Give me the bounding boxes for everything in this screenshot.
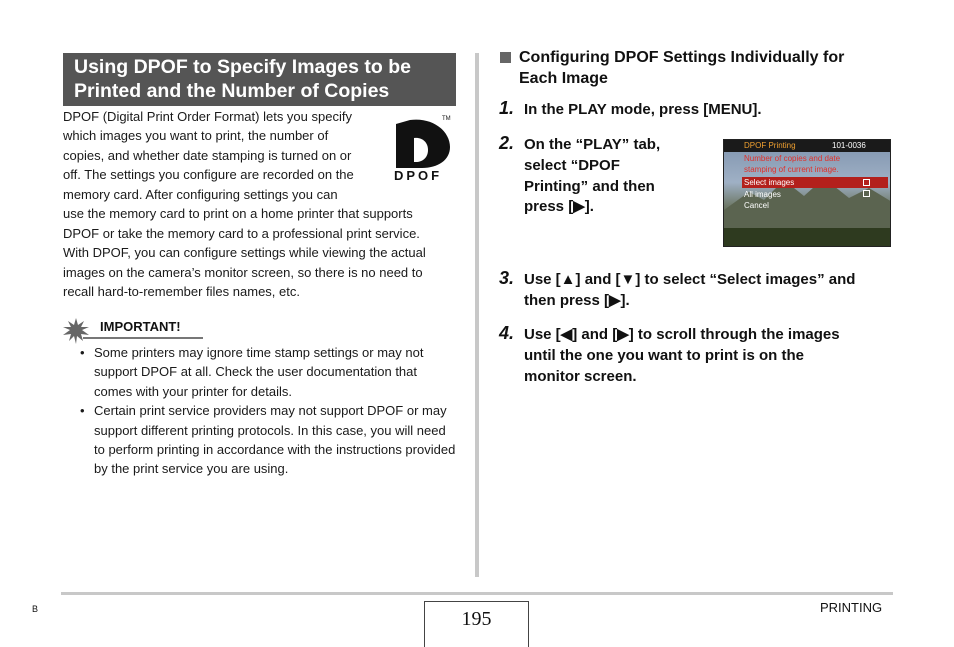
- screen-description: [744, 153, 840, 175]
- important-bullets: [78, 343, 458, 479]
- step-line: press [▶].: [524, 198, 594, 216]
- menu-item-all-images[interactable]: All images: [744, 189, 781, 199]
- screen-menu: [744, 177, 794, 212]
- step-text: [524, 270, 904, 312]
- step-line: Use [◀] and [▶] to scroll through the images: [524, 326, 840, 343]
- starburst-icon: [63, 318, 89, 344]
- intro-paragraph-bottom: [63, 185, 463, 301]
- step-number: 2.: [499, 133, 515, 153]
- intro-line: off. The settings you configure are recorded on the: [63, 167, 354, 183]
- step-line: monitor screen.: [524, 367, 637, 385]
- step-text: [524, 135, 714, 218]
- menu-item-select-images[interactable]: Select images: [744, 178, 795, 187]
- menu-item-cancel[interactable]: Cancel: [744, 201, 769, 210]
- step-line: then press [▶].: [524, 291, 630, 309]
- step-line: In the PLAY mode, press [MENU].: [524, 101, 762, 118]
- step-number: 3.: [499, 268, 515, 288]
- submenu-arrow-icon: [863, 179, 870, 186]
- square-bullet-icon: [500, 52, 511, 63]
- step-line: Printing” and then: [524, 177, 655, 195]
- list-item: • Certain print service providers may not support DPOF or may support different printing protocols. In this case, you will need to perform printing in accordance with the instructions provided by the print service you are using.: [78, 401, 458, 479]
- footer-mark: B: [32, 604, 39, 614]
- heading-line-1: Using DPOF to Specify Images to be: [74, 56, 411, 78]
- description-line: stamping of current image.: [744, 165, 839, 174]
- footer-rule: [61, 592, 893, 595]
- screen-title: DPOF Printing: [744, 141, 796, 150]
- trademark-mark: TM: [442, 116, 451, 122]
- camera-screen: [723, 139, 891, 247]
- intro-line: memory card. After configuring settings you can: [63, 187, 338, 202]
- important-underline: [83, 337, 203, 339]
- file-number: 101-0036: [832, 141, 866, 150]
- subsection-title-line: Configuring DPOF Settings Individually for: [519, 49, 845, 66]
- step-number: 4.: [499, 323, 515, 343]
- step-number: 1.: [499, 98, 515, 118]
- intro-paragraph-top: [63, 107, 383, 185]
- intro-line: DPOF or take the memory card to a professional print service.: [63, 225, 420, 241]
- description-line: Number of copies and date: [744, 154, 841, 163]
- subsection-title: [519, 48, 899, 89]
- logo-text: DPOF: [394, 168, 443, 183]
- intro-line: With DPOF, you can configure settings while viewing the actual: [63, 245, 426, 261]
- intro-line: use the memory card to print on a home printer that supports: [63, 206, 413, 222]
- heading-line-2: Printed and the Number of Copies: [74, 80, 390, 102]
- page-number: 195: [461, 608, 492, 630]
- intro-line: images on the camera’s monitor screen, so there is no need to: [63, 264, 423, 280]
- column-divider: [475, 53, 479, 577]
- step-line: On the “PLAY” tab,: [524, 136, 661, 153]
- step-line: Use [▲] and [▼] to select “Select images” and: [524, 271, 856, 288]
- submenu-arrow-icon: [863, 190, 870, 197]
- step-line: until the one you want to print is on the: [524, 346, 804, 364]
- important-label: IMPORTANT!: [100, 319, 181, 334]
- dpof-logo: [392, 114, 454, 184]
- footer-section-label: PRINTING: [820, 600, 883, 615]
- section-heading: [63, 53, 456, 106]
- intro-line: which images you want to print, the number of: [63, 128, 329, 144]
- step-line: select “DPOF: [524, 156, 620, 174]
- intro-line: recall hard-to-remember files names, etc.: [63, 284, 300, 300]
- step-text: [524, 325, 904, 387]
- intro-line: DPOF (Digital Print Order Format) lets you specify: [63, 109, 352, 124]
- subsection-title-line: Each Image: [519, 69, 608, 87]
- step-text: [524, 100, 894, 121]
- list-item: • Some printers may ignore time stamp settings or may not support DPOF at all. Check the user documentation that comes with your printer for details.: [78, 343, 458, 401]
- intro-line: copies, and whether date stamping is turned on or: [63, 147, 352, 163]
